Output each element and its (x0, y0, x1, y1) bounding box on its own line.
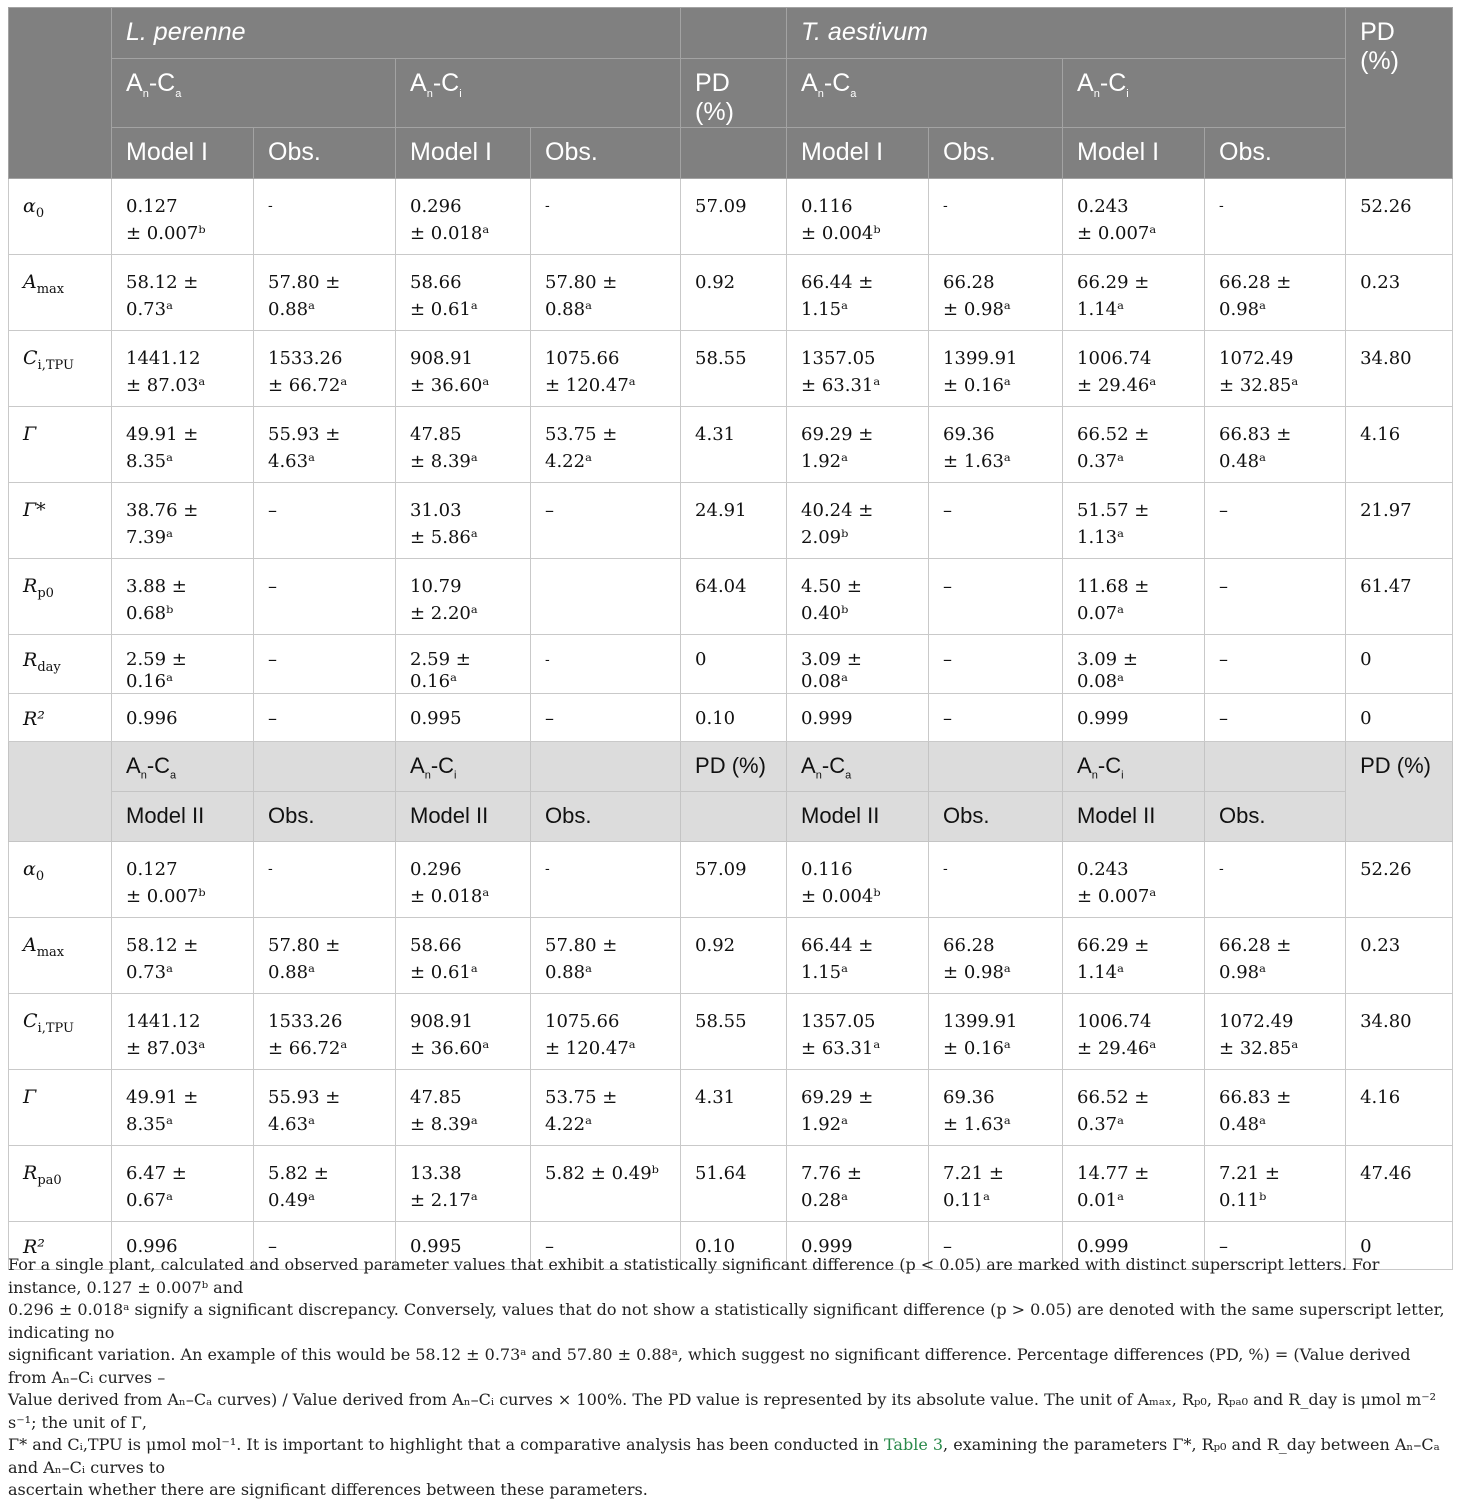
header-obs: Obs. (531, 792, 681, 842)
pd-cell: 51.64 (681, 1146, 787, 1222)
value-cell: - (929, 179, 1063, 255)
value-cell: – (1205, 635, 1346, 694)
param-name: $A_{max}$ (9, 255, 112, 331)
value-cell: 66.28 ± 0.98ᵃ (929, 918, 1063, 994)
table-row (9, 1146, 1453, 1222)
section-model-2-body (9, 842, 1453, 1270)
table-row (9, 842, 1453, 918)
header-blank (1205, 742, 1346, 792)
value-cell: 0.999 (1063, 1222, 1205, 1270)
pd-cell: 4.31 (681, 1070, 787, 1146)
value-cell: 66.28 ± 0.98ᵃ (1205, 255, 1346, 331)
value-cell: – (254, 694, 396, 742)
value-cell: – (1205, 694, 1346, 742)
pd-cell: 0.10 (681, 694, 787, 742)
value-cell: - (254, 179, 396, 255)
value-cell: 908.91 ± 36.60ᵃ (396, 994, 531, 1070)
table-row (9, 918, 1453, 994)
pd-cell: 57.09 (681, 842, 787, 918)
pd-cell: 61.47 (1346, 559, 1453, 635)
pd-cell: 0.92 (681, 918, 787, 994)
pd-cell: 0.10 (681, 1222, 787, 1270)
pd-cell: 52.26 (1346, 179, 1453, 255)
value-cell: 55.93 ± 4.63ᵃ (254, 1070, 396, 1146)
value-cell: – (254, 559, 396, 635)
value-cell: – (531, 1222, 681, 1270)
table-row (9, 483, 1453, 559)
value-cell: 31.03 ± 5.86ᵃ (396, 483, 531, 559)
value-cell: 0.243 ± 0.007ᵃ (1063, 842, 1205, 918)
param-name: Γ (9, 407, 112, 483)
header-model: Model I (112, 128, 254, 179)
value-cell: 53.75 ± 4.22ᵃ (531, 1070, 681, 1146)
param-name: Γ (9, 1070, 112, 1146)
header-model: Model II (787, 792, 929, 842)
pd-cell: 4.31 (681, 407, 787, 483)
pd-cell: 64.04 (681, 559, 787, 635)
header-pd: PD (%) (681, 59, 787, 128)
value-cell: – (929, 483, 1063, 559)
header-blank (681, 128, 787, 179)
value-cell: 66.83 ± 0.48ᵃ (1205, 1070, 1346, 1146)
value-cell: - (531, 842, 681, 918)
value-cell: 2.59 ± 0.16ᵃ (112, 635, 254, 694)
value-cell: 0.296 ± 0.018ᵃ (396, 179, 531, 255)
header-an-ci: $A_n-C_i$ (1063, 59, 1346, 128)
value-cell: 14.77 ± 0.01ᵃ (1063, 1146, 1205, 1222)
header-obs: Obs. (1205, 128, 1346, 179)
footnote-line: For a single plant, calculated and observed parameter values that exhibit a statistically significant difference (p < 0.05) are marked with distinct superscript letters. For instance, 0.127 ± 0.007ᵇ and (8, 1255, 1380, 1297)
header-blank (681, 8, 787, 59)
table-row (9, 255, 1453, 331)
header-blank (929, 742, 1063, 792)
value-cell: 66.83 ± 0.48ᵃ (1205, 407, 1346, 483)
value-cell: – (531, 694, 681, 742)
pd-cell: 34.80 (1346, 994, 1453, 1070)
table-footnote (8, 1254, 1452, 1502)
header-model: Model I (396, 128, 531, 179)
footnote-line: Γ* and Cᵢ,TPU is μmol mol⁻¹. It is important to highlight that a comparative analysis has been conducted in Table 3, examining the parameters Γ*, Rₚ₀ and R_day between Aₙ–Cₐ and Aₙ–Cᵢ curves to (8, 1435, 1440, 1477)
value-cell: 51.57 ± 1.13ᵃ (1063, 483, 1205, 559)
value-cell: 5.82 ± 0.49ᵇ (531, 1146, 681, 1222)
value-cell: 908.91 ± 36.60ᵃ (396, 331, 531, 407)
pd-cell: 57.09 (681, 179, 787, 255)
param-name: $R_{p0}$ (9, 559, 112, 635)
value-cell: 58.66 ± 0.61ᵃ (396, 255, 531, 331)
section-model-1-body (9, 179, 1453, 742)
value-cell: 57.80 ± 0.88ᵃ (254, 918, 396, 994)
header-blank (681, 792, 787, 842)
value-cell: 0.116 ± 0.004ᵇ (787, 842, 929, 918)
header-an-ci: $A_n-C_i$ (396, 742, 531, 792)
table-row (9, 994, 1453, 1070)
value-cell: 53.75 ± 4.22ᵃ (531, 407, 681, 483)
value-cell: 66.28 ± 0.98ᵃ (929, 255, 1063, 331)
value-cell: 69.29 ± 1.92ᵃ (787, 1070, 929, 1146)
value-cell: - (254, 842, 396, 918)
species-t-aestivum: T. aestivum (787, 8, 1346, 59)
pd-cell: 34.80 (1346, 331, 1453, 407)
value-cell: 3.09 ± 0.08ᵃ (1063, 635, 1205, 694)
header-an-ca: $A_n-C_a$ (112, 742, 254, 792)
value-cell: 1441.12 ± 87.03ᵃ (112, 331, 254, 407)
value-cell: 0.127 ± 0.007ᵇ (112, 179, 254, 255)
value-cell: - (531, 635, 681, 694)
value-cell: 57.80 ± 0.88ᵃ (531, 255, 681, 331)
header-an-ci: $A_n-C_i$ (1063, 742, 1205, 792)
value-cell: 1075.66 ± 120.47ᵃ (531, 331, 681, 407)
table-row (9, 331, 1453, 407)
param-name: $C_{i,TPU}$ (9, 994, 112, 1070)
pd-cell: 21.97 (1346, 483, 1453, 559)
value-cell: 40.24 ± 2.09ᵇ (787, 483, 929, 559)
value-cell: 58.12 ± 0.73ᵃ (112, 918, 254, 994)
value-cell: - (531, 179, 681, 255)
pd-cell: 52.26 (1346, 842, 1453, 918)
footnote-line: significant variation. An example of this would be 58.12 ± 0.73ᵃ and 57.80 ± 0.88ᵃ, which suggest no significant difference. Percentage differences (PD, %) = (Value derived from Aₙ–Cᵢ curves – (8, 1345, 1411, 1387)
value-cell: 0.999 (787, 1222, 929, 1270)
value-cell: 0.999 (787, 694, 929, 742)
value-cell: – (1205, 559, 1346, 635)
header-corner (9, 8, 112, 179)
param-name: $A_{max}$ (9, 918, 112, 994)
value-cell: 49.91 ± 8.35ᵃ (112, 1070, 254, 1146)
value-cell: 66.29 ± 1.14ᵃ (1063, 255, 1205, 331)
value-cell: 0.995 (396, 694, 531, 742)
header-blank (531, 742, 681, 792)
header-obs: Obs. (1205, 792, 1346, 842)
pd-cell: 24.91 (681, 483, 787, 559)
footnote-line: ascertain whether there are significant differences between these parameters. (8, 1480, 648, 1499)
value-cell: 1399.91 ± 0.16ᵃ (929, 331, 1063, 407)
value-cell: 11.68 ± 0.07ᵃ (1063, 559, 1205, 635)
value-cell: 66.44 ± 1.15ᵃ (787, 255, 929, 331)
value-cell: 66.52 ± 0.37ᵃ (1063, 407, 1205, 483)
table-row (9, 407, 1453, 483)
value-cell: – (1205, 483, 1346, 559)
pd-cell: 0 (1346, 694, 1453, 742)
value-cell: 0.995 (396, 1222, 531, 1270)
param-name: R² (9, 694, 112, 742)
header-row-models-2 (9, 792, 1453, 842)
value-cell: 69.36 ± 1.63ᵃ (929, 407, 1063, 483)
value-cell: 66.29 ± 1.14ᵃ (1063, 918, 1205, 994)
value-cell: 0.996 (112, 1222, 254, 1270)
table-row (9, 694, 1453, 742)
value-cell: 1075.66 ± 120.47ᵃ (531, 994, 681, 1070)
table-container (8, 7, 1452, 1270)
header-corner (9, 742, 112, 842)
header-an-ci: $A_n-C_i$ (396, 59, 681, 128)
pd-cell: 0.23 (1346, 255, 1453, 331)
value-cell: 1357.05 ± 63.31ᵃ (787, 331, 929, 407)
value-cell: 7.21 ± 0.11ᵇ (1205, 1146, 1346, 1222)
value-cell (531, 559, 681, 635)
value-cell: 0.296 ± 0.018ᵃ (396, 842, 531, 918)
value-cell: 1533.26 ± 66.72ᵃ (254, 994, 396, 1070)
header-row-species (9, 8, 1453, 59)
value-cell: 3.88 ± 0.68ᵇ (112, 559, 254, 635)
pd-cell: 58.55 (681, 331, 787, 407)
value-cell: 0.243 ± 0.007ᵃ (1063, 179, 1205, 255)
value-cell: 58.12 ± 0.73ᵃ (112, 255, 254, 331)
pd-cell: 4.16 (1346, 407, 1453, 483)
value-cell: – (929, 694, 1063, 742)
value-cell: 0.127 ± 0.007ᵇ (112, 842, 254, 918)
value-cell: 1006.74 ± 29.46ᵃ (1063, 331, 1205, 407)
pd-cell: 58.55 (681, 994, 787, 1070)
param-name: $\alpha_0$ (9, 179, 112, 255)
value-cell: 49.91 ± 8.35ᵃ (112, 407, 254, 483)
pd-cell: 0.92 (681, 255, 787, 331)
value-cell: 1072.49 ± 32.85ᵃ (1205, 994, 1346, 1070)
header-obs: Obs. (929, 792, 1063, 842)
value-cell: - (929, 842, 1063, 918)
table-row (9, 1070, 1453, 1146)
value-cell: 66.44 ± 1.15ᵃ (787, 918, 929, 994)
value-cell: 47.85 ± 8.39ᵃ (396, 1070, 531, 1146)
value-cell: 2.59 ± 0.16ᵃ (396, 635, 531, 694)
value-cell: 5.82 ± 0.49ᵃ (254, 1146, 396, 1222)
value-cell: – (1205, 1222, 1346, 1270)
value-cell: – (254, 483, 396, 559)
header-model: Model I (787, 128, 929, 179)
param-name: R² (9, 1222, 112, 1270)
header-an-ca: $A_n-C_a$ (112, 59, 396, 128)
value-cell: 57.80 ± 0.88ᵃ (254, 255, 396, 331)
species-l-perenne: L. perenne (112, 8, 681, 59)
header-pd: PD (%) (681, 742, 787, 792)
parameter-table (8, 7, 1453, 1270)
pd-cell: 0 (1346, 635, 1453, 694)
value-cell: 0.996 (112, 694, 254, 742)
value-cell: 66.52 ± 0.37ᵃ (1063, 1070, 1205, 1146)
value-cell: 69.29 ± 1.92ᵃ (787, 407, 929, 483)
value-cell: 0.116 ± 0.004ᵇ (787, 179, 929, 255)
table-row (9, 179, 1453, 255)
value-cell: 57.80 ± 0.88ᵃ (531, 918, 681, 994)
pd-cell: 4.16 (1346, 1070, 1453, 1146)
param-name: $C_{i,TPU}$ (9, 331, 112, 407)
table-row (9, 559, 1453, 635)
pd-cell: 47.46 (1346, 1146, 1453, 1222)
value-cell: 10.79 ± 2.20ᵃ (396, 559, 531, 635)
header-obs: Obs. (929, 128, 1063, 179)
value-cell: - (1205, 842, 1346, 918)
value-cell: 1533.26 ± 66.72ᵃ (254, 331, 396, 407)
value-cell: 7.76 ± 0.28ᵃ (787, 1146, 929, 1222)
header-an-ca: $A_n-C_a$ (787, 742, 929, 792)
value-cell: – (929, 559, 1063, 635)
value-cell: 4.50 ± 0.40ᵇ (787, 559, 929, 635)
header-row-curves-model-2 (9, 742, 1453, 792)
value-cell: – (254, 1222, 396, 1270)
value-cell: 0.999 (1063, 694, 1205, 742)
value-cell: - (1205, 179, 1346, 255)
param-name: Γ* (9, 483, 112, 559)
header-an-ca: $A_n-C_a$ (787, 59, 1063, 128)
value-cell: 58.66 ± 0.61ᵃ (396, 918, 531, 994)
table-row (9, 635, 1453, 694)
header-row-curves (9, 59, 1453, 128)
header-blank (254, 742, 396, 792)
value-cell: 1357.05 ± 63.31ᵃ (787, 994, 929, 1070)
value-cell: 6.47 ± 0.67ᵃ (112, 1146, 254, 1222)
value-cell: 66.28 ± 0.98ᵃ (1205, 918, 1346, 994)
header-row-models (9, 128, 1453, 179)
pd-cell: 0 (1346, 1222, 1453, 1270)
value-cell: 13.38 ± 2.17ᵃ (396, 1146, 531, 1222)
value-cell: – (929, 635, 1063, 694)
pd-cell: 0 (681, 635, 787, 694)
value-cell: 1441.12 ± 87.03ᵃ (112, 994, 254, 1070)
value-cell: 55.93 ± 4.63ᵃ (254, 407, 396, 483)
param-name: $R_{day}$ (9, 635, 112, 694)
header-model: Model I (1063, 128, 1205, 179)
header-model: Model II (112, 792, 254, 842)
value-cell: – (254, 635, 396, 694)
footnote-line: 0.296 ± 0.018ᵃ signify a significant discrepancy. Conversely, values that do not show a statistically significant difference (p > 0.05) are denoted with the same superscript letter, indicating no (8, 1300, 1445, 1342)
header-pd-right: PD (%) (1346, 8, 1453, 179)
header-obs: Obs. (254, 128, 396, 179)
value-cell: 3.09 ± 0.08ᵃ (787, 635, 929, 694)
header-model: Model II (1063, 792, 1205, 842)
value-cell: 38.76 ± 7.39ᵃ (112, 483, 254, 559)
value-cell: 1399.91 ± 0.16ᵃ (929, 994, 1063, 1070)
value-cell: 1072.49 ± 32.85ᵃ (1205, 331, 1346, 407)
footnote-line: Value derived from Aₙ–Cₐ curves) / Value derived from Aₙ–Cᵢ curves × 100%. The PD value is represented by its absolute value. The unit of Aₘₐₓ, Rₚ₀, Rₚₐ₀ and R_day is μmol m⁻² s⁻¹; the unit of Γ, (8, 1390, 1437, 1432)
param-name: $\alpha_0$ (9, 842, 112, 918)
table-3-link[interactable]: Table 3 (883, 1435, 944, 1454)
value-cell: – (929, 1222, 1063, 1270)
value-cell: 7.21 ± 0.11ᵃ (929, 1146, 1063, 1222)
header-obs: Obs. (531, 128, 681, 179)
value-cell: 1006.74 ± 29.46ᵃ (1063, 994, 1205, 1070)
value-cell: 47.85 ± 8.39ᵃ (396, 407, 531, 483)
value-cell: – (531, 483, 681, 559)
param-name: $R_{pa0}$ (9, 1146, 112, 1222)
pd-cell: 0.23 (1346, 918, 1453, 994)
header-model: Model II (396, 792, 531, 842)
header-pd-right: PD (%) (1346, 742, 1453, 842)
value-cell: 69.36 ± 1.63ᵃ (929, 1070, 1063, 1146)
header-obs: Obs. (254, 792, 396, 842)
